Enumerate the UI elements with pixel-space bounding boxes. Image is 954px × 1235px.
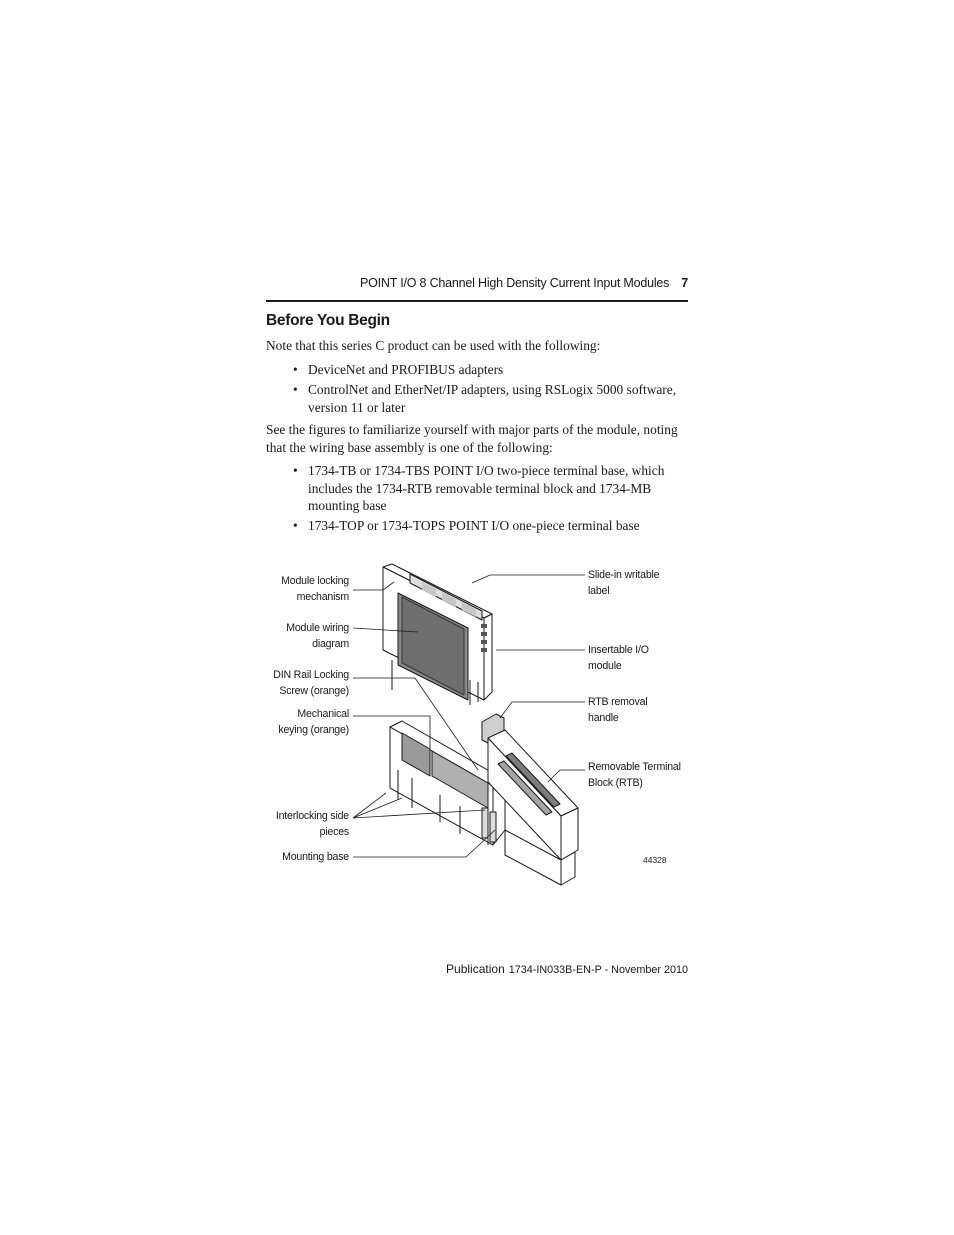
figure-number: 44328 [643, 855, 667, 865]
label-module-locking-mechanism: Module locking mechanism [281, 575, 349, 603]
label-din-rail-locking-screw: DIN Rail Locking Screw (orange) [273, 669, 349, 697]
figures-paragraph: See the figures to familiarize yourself with major parts of the module, noting that the wiring base assembly is one of the following: [266, 422, 678, 455]
section-heading: Before You Begin [266, 312, 390, 329]
list-item-text: DeviceNet and PROFIBUS adapters [308, 362, 504, 377]
intro-paragraph: Note that this series C product can be used with the following: [266, 338, 601, 353]
bullet-dot: • [293, 382, 298, 397]
label-mounting-base: Mounting base [282, 851, 349, 863]
header-title: POINT I/O 8 Channel High Density Current Input Modules [359, 276, 670, 290]
page-number: 7 [681, 276, 688, 290]
list-item-text: ControlNet and EtherNet/IP adapters, using RSLogix 5000 software, version 11 or later [308, 382, 677, 415]
publication-number: 1734-IN033B-EN-P - November 2010 [508, 964, 688, 976]
publication-label: Publication [446, 962, 505, 976]
page-footer [420, 962, 688, 976]
bullet-dot: • [293, 518, 298, 533]
list-item-text: 1734-TB or 1734-TBS POINT I/O two-piece terminal base, which includes the 1734-RTB removable terminal block and 1734-MB mounting base [308, 463, 665, 513]
label-mechanical-keying: Mechanical keying (orange) [278, 708, 349, 736]
list-item-text: 1734-TOP or 1734-TOPS POINT I/O one-piece terminal base [308, 518, 640, 533]
label-slide-in-writable-label: Slide-in writable label [588, 569, 660, 597]
bullet-dot: • [293, 463, 298, 478]
label-insertable-io-module: Insertable I/O module [588, 644, 649, 672]
label-removable-terminal-block: Removable Terminal Block (RTB) [588, 761, 681, 789]
label-interlocking-side-pieces: Interlocking side pieces [275, 810, 349, 838]
label-rtb-removal-handle: RTB removal handle [588, 696, 648, 724]
label-module-wiring-diagram: Module wiring diagram [286, 622, 349, 650]
bullet-dot: • [293, 362, 298, 377]
io-module-drawing [383, 564, 492, 705]
